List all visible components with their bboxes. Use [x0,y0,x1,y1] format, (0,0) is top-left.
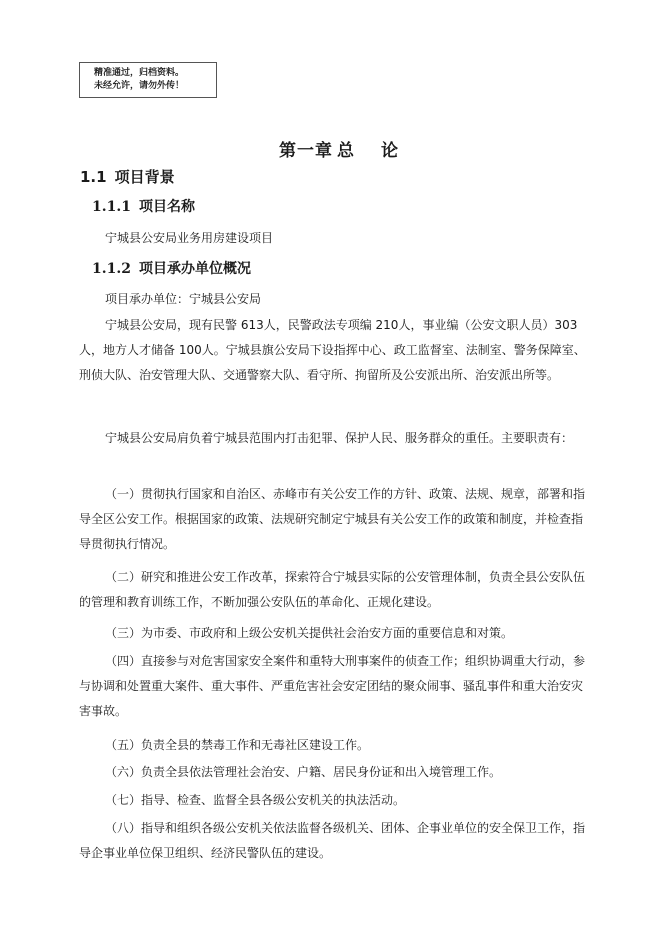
duty-item-8: （八）指导和组织各级公安机关依法监督各级机关、团体、企事业单位的安全保卫工作，指导企事业单位保卫组织、经济民警队伍的建设。 [79,821,586,860]
duty-item-7: （七）指导、检查、监督全县各级公安机关的执法活动。 [105,793,406,807]
duty-item-6: （六）负责全县依法管理社会治安、户籍、居民身份证和出入境管理工作。 [105,765,502,779]
duty-item-2: （二）研究和推进公安工作改革，探索符合宁城县实际的公安管理体制，负责全县公安队伍的管理和教育训练工作，不断加强公安队伍的革命化、正规化建设。 [79,570,586,609]
section-title: 项目名称 [138,199,195,215]
paragraph-responsibilities-intro: 宁城县公安局肩负着宁城县范围内打击犯罪、保护人民、服务群众的重任。主要职责有： [105,431,574,445]
chapter-prefix: 第一章 [279,141,333,161]
section-heading-1-1 [80,166,175,187]
duty-item-4: （四）直接参与对危害国家安全案件和重特大刑事案件的侦查工作；组织协调重大行动，参与协调和处置重大案件、重大事件、严重危害社会安定团结的聚众闹事、骚乱事件和重大治安灾害事故。 [79,654,586,718]
section-number: 1.1.2 [92,261,131,277]
stamp-line-1: 精准通过，归档资料。 [94,68,185,78]
duty-item-1: （一）贯彻执行国家和自治区、赤峰市有关公安工作的方针、政策、法规、规章，部署和指导全区公安工作。根据国家的政策、法规研究制定宁城县有关公安工作的政策和制度，并检查指导贯彻执行情况。 [79,487,586,551]
stamp-line-2: 未经允许，请勿外传！ [94,81,185,91]
section-number: 1.1 [80,168,107,186]
confidential-stamp [79,62,217,98]
duty-item-3: （三）为市委、市政府和上级公安机关提供社会治安方面的重要信息和对策。 [105,626,514,640]
section-heading-1-1-2 [92,258,251,278]
project-name-text: 宁城县公安局业务用房建设项目 [105,231,274,245]
unit-line: 项目承办单位：宁城县公安局 [105,292,262,306]
section-number: 1.1.1 [92,199,131,215]
section-heading-1-1-1 [92,196,195,216]
chapter-word-2: 论 [381,141,399,161]
paragraph-overview: 宁城县公安局，现有民警 613人，民警政法专项编 210人，事业编（公安文职人员）303人，地方人才储备 100人。宁城县旗公安局下设指挥中心、政工监督室、法制室、警务保障室、刑侦大队、治安管理大队、交通警察大队、看守所、拘留所及公安派出所、治安派出所等。 [79,318,586,382]
section-title: 项目承办单位概况 [138,261,251,277]
chapter-word-1: 总 [337,141,355,161]
section-title: 项目背景 [114,168,175,186]
duty-item-5: （五）负责全县的禁毒工作和无毒社区建设工作。 [105,738,370,752]
chapter-title [0,136,662,161]
